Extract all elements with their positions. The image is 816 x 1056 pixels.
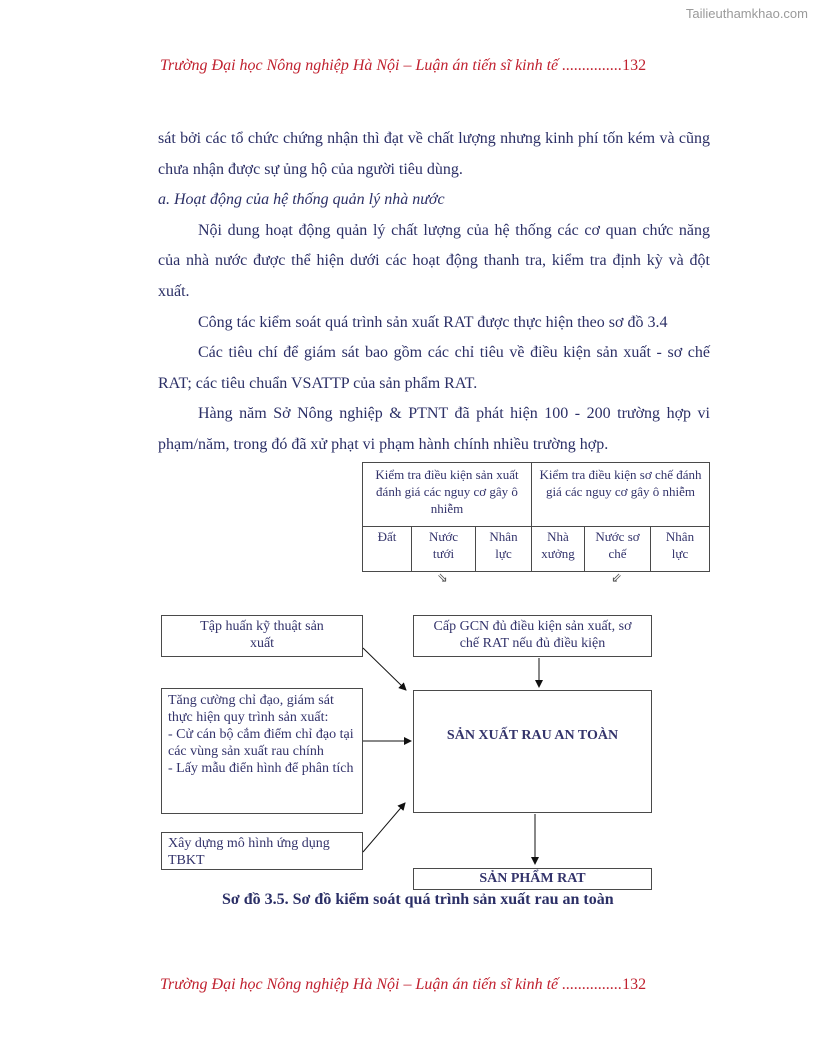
down-right-arrow-icon: ⇘ <box>437 571 448 586</box>
criteria-cell: Nhân lực <box>476 527 532 572</box>
criteria-header-processing: Kiểm tra điều kiện sơ chế đánh giá các nguy cơ gây ô nhiễm <box>539 467 702 499</box>
figure-caption: Sơ đồ 3.5. Sơ đồ kiểm soát quá trình sản xuất rau an toàn <box>222 891 614 908</box>
supervision-item: - Lấy mẫu điển hình để phân tích <box>168 761 354 776</box>
supervision-item: - Cử cán bộ cắm điểm chỉ đạo tại các vùng sản xuất rau chính <box>168 727 354 759</box>
arrow-model-to-main <box>363 803 405 852</box>
down-left-arrow-icon: ⇙ <box>611 571 622 586</box>
criteria-cell: Nước tưới <box>412 527 476 572</box>
section-heading: a. Hoạt động của hệ thống quản lý nhà nước <box>158 191 445 209</box>
paragraph: Các tiêu chí để giám sát bao gồm các chỉ tiêu về điều kiện sản xuất - sơ chế RAT; các tiêu chuẩn VSATTP của sản phẩm RAT. <box>158 344 710 392</box>
box-training: Tập huấn kỹ thuật sản xuất <box>161 615 363 657</box>
running-footer-dots: ............... <box>562 976 623 993</box>
main-box-label: SẢN XUẤT RAU AN TOÀN <box>446 728 619 743</box>
criteria-cell: Nhà xưởng <box>532 527 585 572</box>
criteria-cell: Đất <box>363 527 412 572</box>
running-header-dots: ............... <box>562 57 623 74</box>
paragraph: Nội dung hoạt động quản lý chất lượng của hệ thống các cơ quan chức năng của nhà nước được thể hiện dưới các hoạt động thanh tra, kiểm tra định kỳ và đột xuất. <box>158 221 710 300</box>
supervision-title: Tăng cường chỉ đạo, giám sát thực hiện quy trình sản xuất: <box>168 693 334 725</box>
arrow-training-to-main <box>363 648 406 690</box>
product-box-label: SẢN PHẨM RAT <box>479 871 586 886</box>
criteria-cell: Nhân lực <box>665 529 695 561</box>
criteria-header-production: Kiểm tra điều kiện sản xuất đánh giá các nguy cơ gây ô nhiễm <box>363 463 532 526</box>
box-model: Xây dựng mô hình ứng dụng TBKT <box>161 832 363 870</box>
paragraph-continuation: sát bởi các tổ chức chứng nhận thì đạt về chất lượng nhưng kinh phí tốn kém và cũng chưa nhận được sự ủng hộ của người tiêu dùng. <box>158 130 710 178</box>
watermark: Tailieuthamkhao.com <box>685 6 808 21</box>
paragraph: Hàng năm Sở Nông nghiệp & PTNT đã phát hiện 100 - 200 trường hợp vi phạm/năm, trong đó đã xử phạt vi phạm hành chính nhiều trường hợp. <box>158 405 710 453</box>
paragraph: Công tác kiểm soát quá trình sản xuất RAT được thực hiện theo sơ đồ 3.4 <box>198 313 668 331</box>
running-footer-text: Trường Đại học Nông nghiệp Hà Nội – Luận án tiến sĩ kinh tế <box>160 976 563 993</box>
running-header-text: Trường Đại học Nông nghiệp Hà Nội – Luận án tiến sĩ kinh tế <box>160 57 563 74</box>
page-number: 132 <box>622 976 647 993</box>
page-number: 132 <box>622 57 647 74</box>
criteria-cell: Nước sơ chế <box>585 527 651 572</box>
running-footer <box>160 976 695 994</box>
box-certificate: Cấp GCN đủ điều kiện sản xuất, sơ chế RAT nếu đủ điều kiện <box>413 615 652 657</box>
